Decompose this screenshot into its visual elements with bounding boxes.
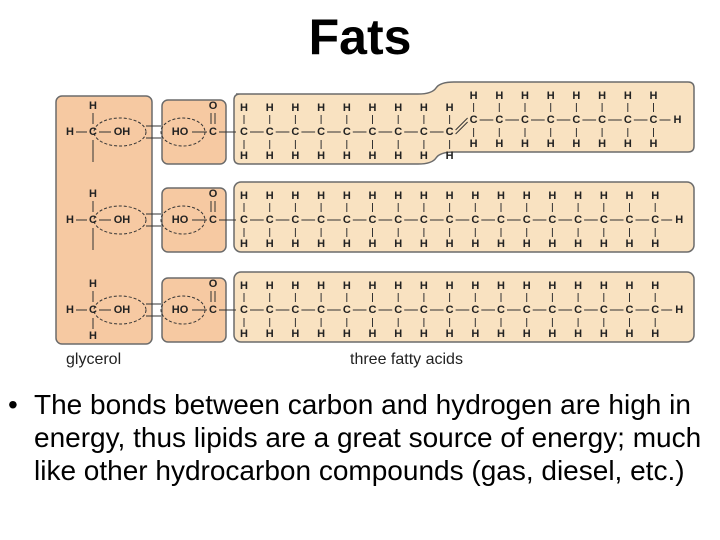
hydrogen-atom: H: [495, 138, 504, 150]
hydrogen-atom: H: [368, 328, 377, 340]
hydrogen-atom: H: [471, 280, 480, 292]
hydrogen-atom: H: [240, 328, 248, 340]
hydrogen-atom: H: [522, 190, 531, 202]
hydrogen-atom: H: [546, 138, 555, 150]
hydrogen-atom: H: [651, 190, 660, 202]
hydrogen-atom: H: [572, 90, 581, 102]
hydrogen-atom: H: [675, 304, 684, 316]
carbon-atom: C: [342, 304, 351, 316]
hydrogen-atom: H: [240, 238, 248, 250]
hydrogen-atom: H: [548, 280, 557, 292]
hydrogen-atom: H: [419, 238, 428, 250]
hydrogen-atom: H: [471, 238, 480, 250]
hydrogen-atom: H: [265, 280, 274, 292]
hydrogen-atom: H: [317, 238, 326, 250]
hydrogen-atom: H: [495, 90, 504, 102]
hydrogen-atom: H: [675, 214, 684, 226]
hydrogen-atom: H: [651, 238, 660, 250]
carbon-atom: C: [574, 304, 583, 316]
hydrogen-atom: H: [497, 328, 505, 340]
hydrogen-atom: H: [89, 278, 97, 290]
carbon-atom: C: [394, 126, 403, 138]
hydrogen-atom: H: [497, 280, 505, 292]
carbon-atom: C: [394, 304, 403, 316]
hydrogen-atom: H: [469, 138, 478, 150]
hydrogen-atom: H: [291, 102, 300, 114]
hydrogen-atom: H: [394, 280, 403, 292]
carbon-atom: C: [240, 214, 248, 226]
hydrogen-atom: H: [265, 102, 274, 114]
hydrogen-atom: H: [548, 328, 557, 340]
hydrogen-atom: H: [572, 138, 581, 150]
carbon-atom: C: [89, 214, 97, 226]
carbon-atom: C: [445, 126, 454, 138]
hydroxyl-group: HO: [171, 304, 189, 316]
hydrogen-atom: H: [598, 90, 607, 102]
carbon-atom: C: [265, 304, 274, 316]
hydrogen-atom: H: [394, 328, 403, 340]
hydrogen-atom: H: [419, 280, 428, 292]
carbon-atom: C: [497, 214, 505, 226]
hydrogen-atom: H: [649, 90, 658, 102]
hydrogen-atom: H: [89, 330, 97, 342]
carbon-atom: C: [521, 114, 529, 126]
carbon-atom: C: [574, 214, 583, 226]
hydrogen-atom: H: [317, 102, 326, 114]
hydrogen-atom: H: [574, 190, 583, 202]
hydrogen-atom: H: [625, 190, 634, 202]
hydrogen-atom: H: [394, 150, 403, 162]
carbon-atom: C: [522, 214, 531, 226]
hydrogen-atom: H: [599, 280, 608, 292]
hydrogen-atom: H: [651, 328, 660, 340]
hydrogen-atom: H: [445, 238, 454, 250]
slide-title: Fats: [308, 9, 412, 65]
hydrogen-atom: H: [574, 280, 583, 292]
hydrogen-atom: H: [368, 190, 377, 202]
hydrogen-atom: H: [240, 190, 248, 202]
hydrogen-atom: H: [419, 190, 428, 202]
hydrogen-atom: H: [265, 150, 274, 162]
carbon-atom: C: [419, 126, 428, 138]
carbon-atom: C: [394, 214, 403, 226]
glycerol-label: glycerol: [66, 351, 122, 368]
hydrogen-atom: H: [240, 102, 248, 114]
carbon-atom: C: [240, 126, 248, 138]
hydrogen-atom: H: [342, 238, 351, 250]
carbon-atom: C: [598, 114, 607, 126]
hydrogen-atom: H: [419, 328, 428, 340]
hydrogen-atom: H: [497, 190, 505, 202]
carbon-atom: C: [599, 214, 608, 226]
hydrogen-atom: H: [342, 102, 351, 114]
hydrogen-atom: H: [291, 150, 300, 162]
fatty-acids-label: three fatty acids: [350, 351, 463, 368]
oxygen-atom: O: [208, 278, 218, 290]
carbon-atom: C: [89, 304, 97, 316]
carbon-atom: C: [599, 304, 608, 316]
carbon-atom: C: [445, 304, 454, 316]
carbon-atom: C: [240, 304, 248, 316]
hydrogen-atom: H: [598, 138, 607, 150]
hydrogen-atom: H: [394, 238, 403, 250]
carbon-atom: C: [445, 214, 454, 226]
hydrogen-atom: H: [445, 102, 454, 114]
carbon-atom: C: [317, 126, 326, 138]
hydrogen-atom: H: [342, 328, 351, 340]
hydrogen-atom: H: [625, 238, 634, 250]
hydrogen-atom: H: [445, 328, 454, 340]
hydrogen-atom: H: [291, 280, 300, 292]
carbon-atom: C: [572, 114, 581, 126]
carbon-atom: C: [546, 114, 555, 126]
hydrogen-atom: H: [548, 238, 557, 250]
carbon-atom: C: [623, 114, 632, 126]
carbon-atom: C: [625, 214, 634, 226]
carbon-atom: C: [317, 304, 326, 316]
carbon-atom: C: [548, 304, 557, 316]
hydrogen-atom: H: [291, 190, 300, 202]
carbon-atom: C: [419, 214, 428, 226]
hydrogen-atom: H: [625, 280, 634, 292]
hydrogen-atom: H: [469, 90, 478, 102]
carbon-atom: C: [625, 304, 634, 316]
hydrogen-atom: H: [445, 190, 454, 202]
hydrogen-atom: H: [66, 126, 74, 138]
carbon-atom: C: [209, 126, 217, 138]
hydrogen-atom: H: [368, 238, 377, 250]
hydrogen-atom: H: [521, 138, 529, 150]
hydroxyl-group: OH: [113, 304, 131, 316]
carbon-atom: C: [497, 304, 505, 316]
hydrogen-atom: H: [240, 150, 248, 162]
hydrogen-atom: H: [651, 280, 660, 292]
carbon-atom: C: [651, 304, 660, 316]
hydrogen-atom: H: [574, 238, 583, 250]
hydrogen-atom: H: [419, 102, 428, 114]
hydrogen-atom: H: [317, 280, 326, 292]
hydrogen-atom: H: [599, 190, 608, 202]
carbon-atom: C: [522, 304, 531, 316]
hydroxyl-group: OH: [113, 214, 131, 226]
carbon-atom: C: [291, 304, 300, 316]
hydrogen-atom: H: [471, 190, 480, 202]
hydrogen-atom: H: [574, 328, 583, 340]
carbon-atom: C: [368, 304, 377, 316]
hydrogen-atom: H: [317, 150, 326, 162]
hydrogen-atom: H: [471, 328, 480, 340]
hydrogen-atom: H: [240, 280, 248, 292]
hydrogen-atom: H: [497, 238, 505, 250]
bullet-point: [8, 388, 708, 487]
hydrogen-atom: H: [599, 238, 608, 250]
carbon-atom: C: [317, 214, 326, 226]
hydrogen-atom: H: [548, 190, 557, 202]
carbon-atom: C: [368, 126, 377, 138]
hydrogen-atom: H: [445, 150, 454, 162]
hydrogen-atom: H: [623, 138, 632, 150]
hydrogen-atom: H: [445, 280, 454, 292]
hydroxyl-group: HO: [171, 214, 189, 226]
bullet-marker: •: [8, 389, 18, 420]
hydrogen-atom: H: [522, 280, 531, 292]
hydrogen-atom: H: [419, 150, 428, 162]
hydrogen-atom: H: [265, 238, 274, 250]
hydrogen-atom: H: [342, 150, 351, 162]
carbon-atom: C: [469, 114, 478, 126]
hydrogen-atom: H: [89, 100, 97, 112]
hydrogen-atom: H: [66, 304, 74, 316]
carbon-atom: C: [495, 114, 504, 126]
carbon-atom: C: [291, 214, 300, 226]
hydrogen-atom: H: [599, 328, 608, 340]
hydrogen-atom: H: [394, 102, 403, 114]
hydrogen-atom: H: [649, 138, 658, 150]
carbon-atom: C: [209, 304, 217, 316]
hydrogen-atom: H: [368, 280, 377, 292]
hydrogen-atom: H: [265, 328, 274, 340]
hydrogen-atom: H: [317, 328, 326, 340]
hydrogen-atom: H: [625, 328, 634, 340]
carbon-atom: C: [89, 126, 97, 138]
hydrogen-atom: H: [66, 214, 74, 226]
carbon-atom: C: [265, 214, 274, 226]
bullet-text: The bonds between carbon and hydrogen are high in energy, thus lipids are a great source of energy; much like other hydrocarbon compounds (gas, diesel, etc.): [34, 389, 702, 486]
hydrogen-atom: H: [317, 190, 326, 202]
carbon-atom: C: [471, 304, 480, 316]
hydrogen-atom: H: [522, 238, 531, 250]
hydrogen-atom: H: [368, 102, 377, 114]
hydrogen-atom: H: [522, 328, 531, 340]
hydroxyl-group: OH: [113, 126, 131, 138]
oxygen-atom: O: [208, 188, 218, 200]
hydrogen-atom: H: [623, 90, 632, 102]
hydrogen-atom: H: [342, 190, 351, 202]
carbon-atom: C: [649, 114, 658, 126]
hydrogen-atom: H: [89, 188, 97, 200]
carbon-atom: C: [471, 214, 480, 226]
carbon-atom: C: [419, 304, 428, 316]
hydrogen-atom: H: [368, 150, 377, 162]
fat-molecule-diagram: [0, 80, 720, 380]
carbon-atom: C: [368, 214, 377, 226]
hydrogen-atom: H: [265, 190, 274, 202]
carbon-atom: C: [265, 126, 274, 138]
carbon-atom: C: [651, 214, 660, 226]
hydroxyl-group: HO: [171, 126, 189, 138]
carbon-atom: C: [291, 126, 300, 138]
hydrogen-atom: H: [546, 90, 555, 102]
hydrogen-atom: H: [291, 328, 300, 340]
carbon-atom: C: [209, 214, 217, 226]
hydrogen-atom: H: [394, 190, 403, 202]
hydrogen-atom: H: [521, 90, 529, 102]
carbon-atom: C: [342, 214, 351, 226]
carbon-atom: C: [342, 126, 351, 138]
carbon-atom: C: [548, 214, 557, 226]
hydrogen-atom: H: [673, 114, 682, 126]
hydrogen-atom: H: [342, 280, 351, 292]
oxygen-atom: O: [208, 100, 218, 112]
hydrogen-atom: H: [291, 238, 300, 250]
